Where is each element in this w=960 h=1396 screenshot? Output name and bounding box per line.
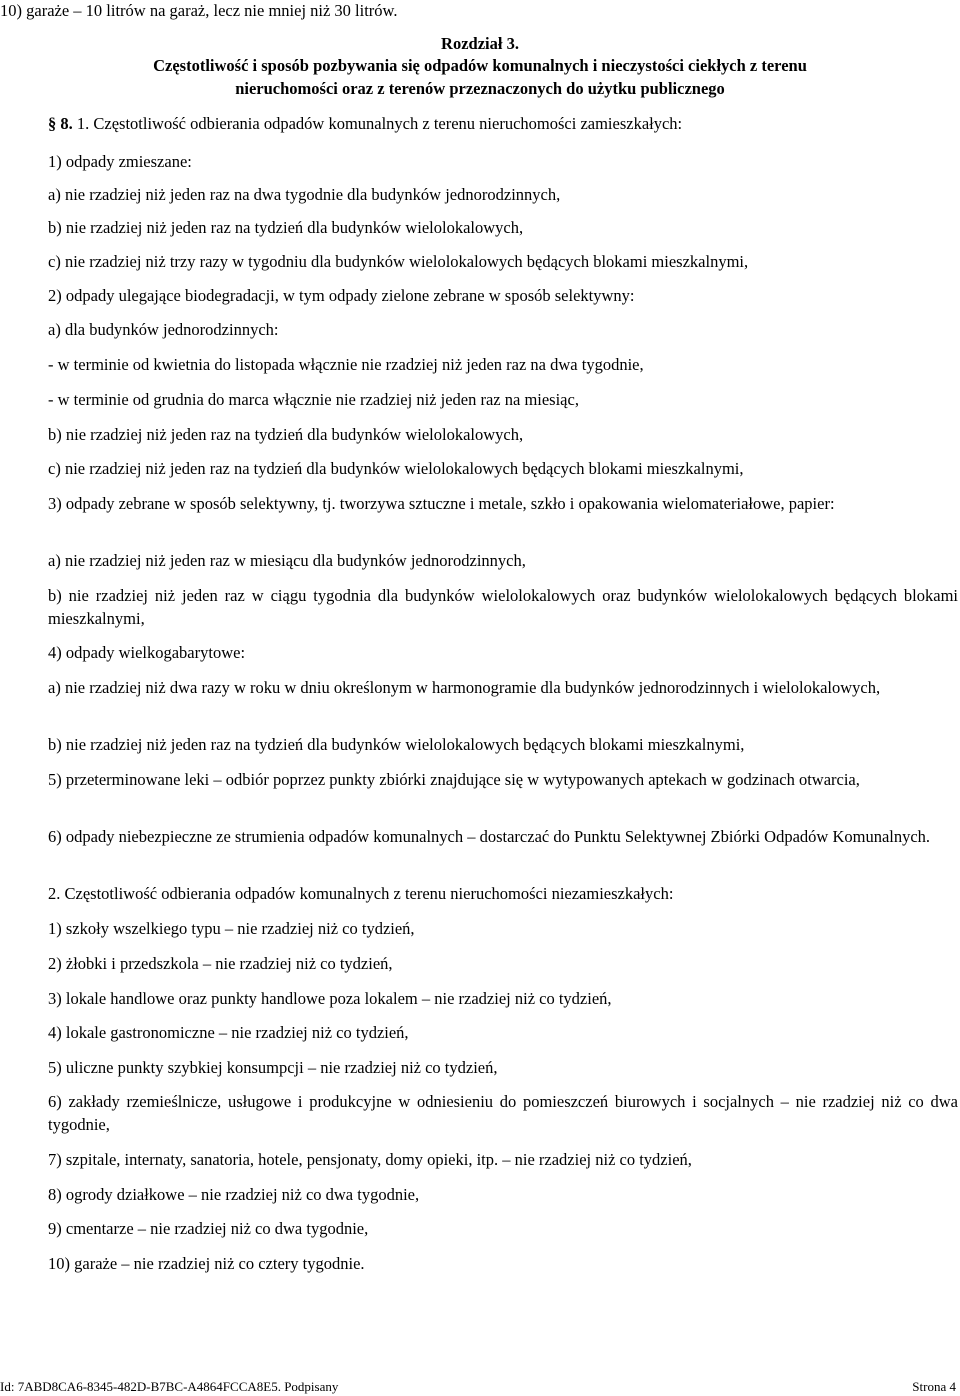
top-line: 10) garaże – 10 litrów na garaż, lecz nie mniej niż 30 litrów. [0,1,398,20]
section-intro-text: 1. Częstotliwość odbierania odpadów komunalnych z terenu nieruchomości zamieszkałych: [72,114,683,133]
paragraph: a) nie rzadziej niż jeden raz na dwa tygodnie dla budynków jednorodzinnych, [48,185,561,204]
footer-page-number: Strona 4 [912,1379,956,1394]
paragraph: b) nie rzadziej niż jeden raz na tydzień dla budynków wielolokalowych będących blokami mieszkalnymi, [48,735,745,754]
paragraph: 6) zakłady rzemieślnicze, usługowe i produkcyjne w odniesieniu do pomieszczeń biurowych i socjalnych – nie rzadziej niż co dwa tygodnie, [48,1092,958,1134]
paragraph: 2) żłobki i przedszkola – nie rzadziej niż co tydzień, [48,954,393,973]
paragraph: b) nie rzadziej niż jeden raz w ciągu tygodnia dla budynków wielolokalowych oraz budynków wielolokalowych będących blokami mieszkalnymi, [48,586,958,628]
footer-document-id: Id: 7ABD8CA6-8345-482D-B7BC-A4864FCCA8E5. Podpisany [0,1379,339,1394]
paragraph: 10) garaże – nie rzadziej niż co cztery tygodnie. [48,1254,365,1273]
paragraph: 2. Częstotliwość odbierania odpadów komunalnych z terenu nieruchomości niezamieszkałych: [48,884,674,903]
paragraph: 5) przeterminowane leki – odbiór poprzez punkty zbiórki znajdujące się w wytypowanych aptekach w godzinach otwarcia, [48,770,860,789]
paragraph: b) nie rzadziej niż jeden raz na tydzień dla budynków wielolokalowych, [48,218,524,237]
paragraph: c) nie rzadziej niż trzy razy w tygodniu dla budynków wielolokalowych będących blokami mieszkalnymi, [48,252,749,271]
paragraph: - w terminie od kwietnia do listopada włącznie nie rzadziej niż jeden raz na dwa tygodnie, [48,355,644,374]
section-number: § 8. [48,114,73,133]
paragraph: a) nie rzadziej niż dwa razy w roku w dniu określonym w harmonogramie dla budynków jednorodzinnych i wielolokalowych, [48,678,881,697]
paragraph: b) nie rzadziej niż jeden raz na tydzień dla budynków wielolokalowych, [48,425,524,444]
paragraph: 5) uliczne punkty szybkiej konsumpcji – nie rzadziej niż co tydzień, [48,1058,498,1077]
paragraph: a) nie rzadziej niż jeden raz w miesiącu dla budynków jednorodzinnych, [48,551,526,570]
paragraph: 1) szkoły wszelkiego typu – nie rzadziej niż co tydzień, [48,919,415,938]
chapter-heading: Rozdział 3. [441,34,519,53]
chapter-title-line2: nieruchomości oraz z terenów przeznaczonych do użytku publicznego [235,79,725,98]
paragraph: 3) lokale handlowe oraz punkty handlowe poza lokalem – nie rzadziej niż co tydzień, [48,989,612,1008]
paragraph: 4) lokale gastronomiczne – nie rzadziej niż co tydzień, [48,1023,409,1042]
paragraph: a) dla budynków jednorodzinnych: [48,320,279,339]
section-8-intro [48,113,960,135]
paragraph: - w terminie od grudnia do marca włącznie nie rzadziej niż jeden raz na miesiąc, [48,390,579,409]
paragraph: 8) ogrody działkowe – nie rzadziej niż co dwa tygodnie, [48,1185,420,1204]
paragraph: 9) cmentarze – nie rzadziej niż co dwa tygodnie, [48,1219,369,1238]
paragraph: 4) odpady wielkogabarytowe: [48,643,246,662]
paragraph: 7) szpitale, internaty, sanatoria, hotele, pensjonaty, domy opieki, itp. – nie rzadziej niż co tydzień, [48,1150,692,1169]
paragraph: c) nie rzadziej niż jeden raz na tydzień dla budynków wielolokalowych będących blokami mieszkalnymi, [48,459,744,478]
paragraph: 1) odpady zmieszane: [48,152,192,171]
paragraph: 3) odpady zebrane w sposób selektywny, tj. tworzywa sztuczne i metale, szkło i opakowania wielomateriałowe, papier: [48,494,835,513]
paragraph: 2) odpady ulegające biodegradacji, w tym odpady zielone zebrane w sposób selektywny: [48,286,635,305]
paragraph: 6) odpady niebezpieczne ze strumienia odpadów komunalnych – dostarczać do Punktu Selektywnej Zbiórki Odpadów Komunalnych. [48,827,931,846]
chapter-title-line1: Częstotliwość i sposób pozbywania się odpadów komunalnych i nieczystości ciekłych z terenu [153,56,807,75]
